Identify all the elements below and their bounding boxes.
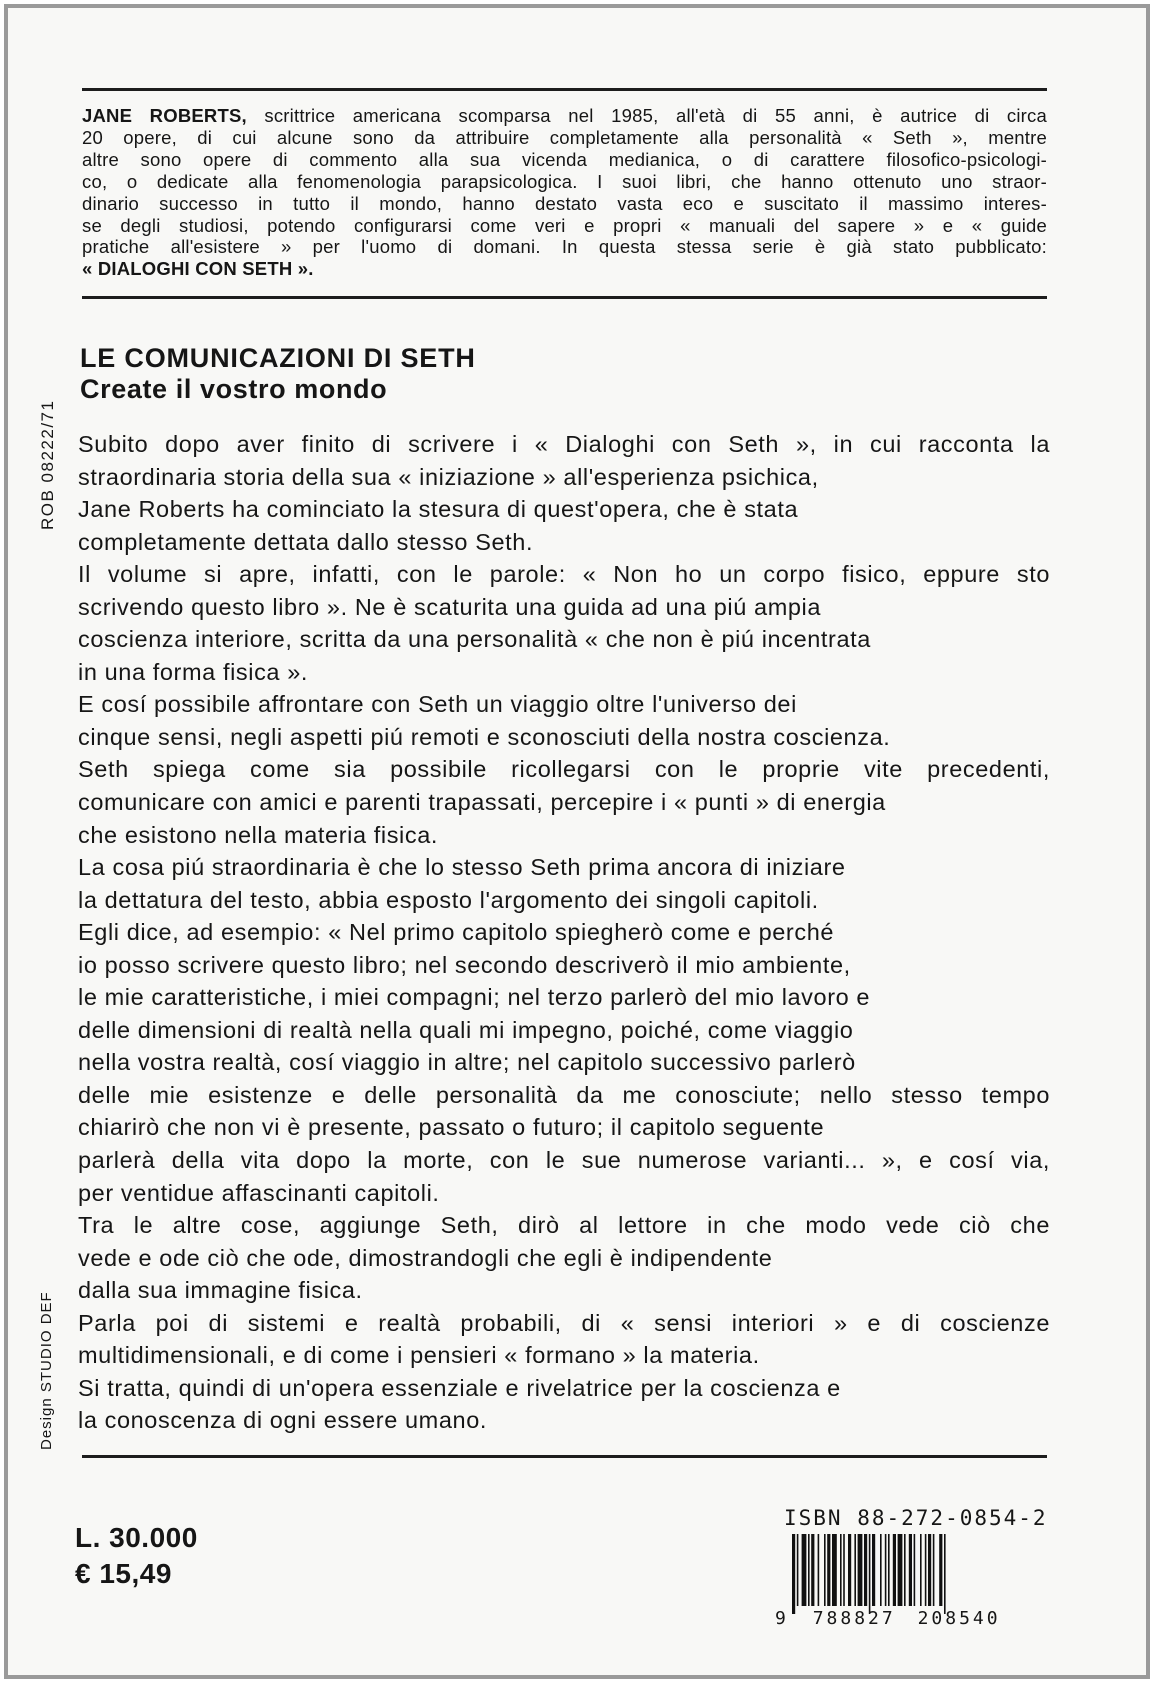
barcode-bar xyxy=(880,1534,882,1606)
barcode-bar xyxy=(792,1534,795,1614)
barcode-bar xyxy=(843,1534,845,1606)
blurb-line: nella vostra realtà, cosí viaggio in altre; nel capitolo successivo parlerò xyxy=(78,1049,856,1076)
design-credit: Design STUDIO DEF xyxy=(38,1291,55,1450)
book-title: LE COMUNICAZIONI DI SETH xyxy=(80,343,476,373)
blurb-line: cinque sensi, negli aspetti piú remoti e sconosciuti della nostra coscienza. xyxy=(78,723,891,750)
barcode-bar xyxy=(824,1534,826,1606)
top-divider xyxy=(82,88,1047,91)
blurb-line: Parla poi di sistemi e realtà probabili, di « sensi interiori » e di coscienze xyxy=(78,1309,1050,1336)
blurb-line: Tra le altre cose, aggiunge Seth, dirò al lettore in che modo vede ciò che xyxy=(78,1212,1050,1239)
blurb-line: Si tratta, quindi di un'opera essenziale e rivelatrice per la coscienza e xyxy=(78,1374,841,1401)
bio-last-line: « DIALOGHI CON SETH ». xyxy=(82,258,314,280)
price-euro: € 15,49 xyxy=(75,1558,172,1589)
blurb-line: per ventidue affascinanti capitoli. xyxy=(78,1179,440,1206)
blurb-line: parlerà della vita dopo la morte, con le sue numerose varianti... », e cosí via, xyxy=(78,1147,1050,1174)
barcode-left-digits: 788827 xyxy=(812,1608,896,1629)
blurb-line: scrivendo questo libro ». Ne è scaturita una guida ad una piú ampia xyxy=(78,593,822,620)
bio-line: 20 opere, di cui alcune sono da attribuire completamente alla personalità « Seth », mentre xyxy=(82,126,1047,148)
blurb-line: Seth spiega come sia possibile ricollegarsi con le proprie vite precedenti, xyxy=(78,756,1050,783)
book-subtitle: Create il vostro mondo xyxy=(80,374,388,404)
barcode-bar xyxy=(811,1534,814,1606)
blurb-line: Egli dice, ad esempio: « Nel primo capitolo spiegherò come e perché xyxy=(78,919,835,946)
barcode-bar xyxy=(933,1534,935,1606)
blurb-line: multidimensionali, e di come i pensieri « formano » la materia. xyxy=(78,1342,760,1369)
bio-line: se degli studiosi, potendo configurarsi come veri e propri « manuali del sapere » e « guide xyxy=(82,214,1047,236)
barcode-bar xyxy=(904,1534,906,1606)
barcode-bar xyxy=(944,1534,946,1614)
barcode-bar xyxy=(925,1534,927,1606)
blurb-line: Subito dopo aver finito di scrivere i « Dialoghi con Seth », in cui racconta la xyxy=(78,431,1050,457)
blurb-body xyxy=(78,428,1050,1437)
blurb-line: la conoscenza di ogni essere umano. xyxy=(78,1407,487,1434)
barcode-bar xyxy=(818,1534,820,1606)
barcode xyxy=(790,1534,1030,1614)
bottom-divider xyxy=(82,1455,1047,1458)
middle-divider xyxy=(82,296,1047,299)
blurb-line: Jane Roberts ha cominciato la stesura di quest'opera, che è stata xyxy=(78,496,799,523)
barcode-bar xyxy=(854,1534,856,1606)
barcode-bar xyxy=(898,1534,903,1606)
blurb-line: delle dimensioni di realtà nella quali mi impegno, poiché, come viaggio xyxy=(78,1016,854,1043)
bio-line: altre sono opere di commento alla sua vicenda medianica, o di carattere filosofico-psicologi- xyxy=(82,148,1047,170)
blurb-line: Il volume si apre, infatti, con le parole: « Non ho un corpo fisico, eppure sto xyxy=(78,561,1050,588)
blurb-line: delle mie esistenze e delle personalità da me conosciute; nello stesso tempo xyxy=(78,1081,1050,1108)
bio-line-1: JANE ROBERTS, scrittrice americana scomparsa nel 1985, all'età di 55 anni, è autrice di circa xyxy=(82,105,1047,126)
barcode-bar xyxy=(827,1534,830,1606)
price-lire: L. 30.000 xyxy=(75,1522,198,1553)
blurb-line: chiarirò che non vi è presente, passato o futuro; il capitolo seguente xyxy=(78,1114,825,1141)
barcode-bar xyxy=(840,1534,842,1606)
bio-line: co, o dedicate alla fenomenologia parapsicologica. I suoi libri, che hanno ottenuto uno straor- xyxy=(82,170,1047,192)
barcode-bar xyxy=(848,1534,851,1606)
blurb-line: dalla sua immagine fisica. xyxy=(78,1277,363,1304)
bio-line: pratiche all'esistere » per l'uomo di domani. In questa stessa serie è già stato pubblicato: xyxy=(82,236,1047,258)
barcode-bar xyxy=(920,1534,922,1606)
barcode-first-digit: 9 xyxy=(775,1608,789,1629)
author-bio xyxy=(82,105,1047,280)
blurb-line: La cosa piú straordinaria è che lo stesso Seth prima ancora di iniziare xyxy=(78,854,846,881)
barcode-bar xyxy=(832,1534,837,1606)
blurb-line: coscienza interiore, scritta da una personalità « che non è piú incentrata xyxy=(78,626,871,653)
barcode-bar xyxy=(808,1534,810,1606)
blurb-line: che esistono nella materia fisica. xyxy=(78,821,439,848)
blurb-line: E cosí possibile affrontare con Seth un viaggio oltre l'universo dei xyxy=(78,691,797,718)
barcode-bar xyxy=(858,1534,863,1606)
barcode-bar xyxy=(939,1534,942,1606)
barcode-bar xyxy=(869,1534,871,1614)
barcode-bar xyxy=(928,1534,931,1606)
barcode-bar xyxy=(872,1534,875,1606)
blurb-line: vede e ode ciò che ode, dimostrandogli che egli è indipendente xyxy=(78,1244,773,1271)
blurb-line: le mie caratteristiche, i miei compagni; nel terzo parlerò del mio lavoro e xyxy=(78,984,871,1011)
barcode-bar xyxy=(893,1534,896,1606)
barcode-bar xyxy=(914,1534,916,1606)
blurb-line: io posso scrivere questo libro; nel secondo descriverò il mio ambiente, xyxy=(78,951,851,978)
bio-line: dinario successo in tutto il mondo, hanno destato vasta eco e suscitato il massimo interes- xyxy=(82,192,1047,214)
isbn-label: ISBN 88-272-0854-2 xyxy=(784,1506,1048,1530)
blurb-line: la dettatura del testo, abbia esposto l'argomento dei singoli capitoli. xyxy=(78,886,819,913)
blurb-line: completamente dettata dallo stesso Seth. xyxy=(78,528,534,555)
blurb-line: comunicare con amici e parenti trapassati, percepire i « punti » di energia xyxy=(78,789,886,816)
author-name: JANE ROBERTS, xyxy=(82,105,247,126)
barcode-bar xyxy=(909,1534,912,1606)
barcode-digits xyxy=(775,1608,1001,1629)
barcode-right-digits: 208540 xyxy=(917,1608,1001,1629)
barcode-bar xyxy=(797,1534,799,1606)
catalog-code: ROB 08222/71 xyxy=(38,399,57,530)
barcode-bar xyxy=(802,1534,807,1606)
blurb-line: straordinaria storia della sua « iniziazione » all'esperienza psichica, xyxy=(78,463,819,490)
barcode-bar xyxy=(888,1534,890,1606)
blurb-line: in una forma fisica ». xyxy=(78,658,309,685)
barcode-bar xyxy=(864,1534,867,1606)
barcode-bar xyxy=(885,1534,887,1606)
